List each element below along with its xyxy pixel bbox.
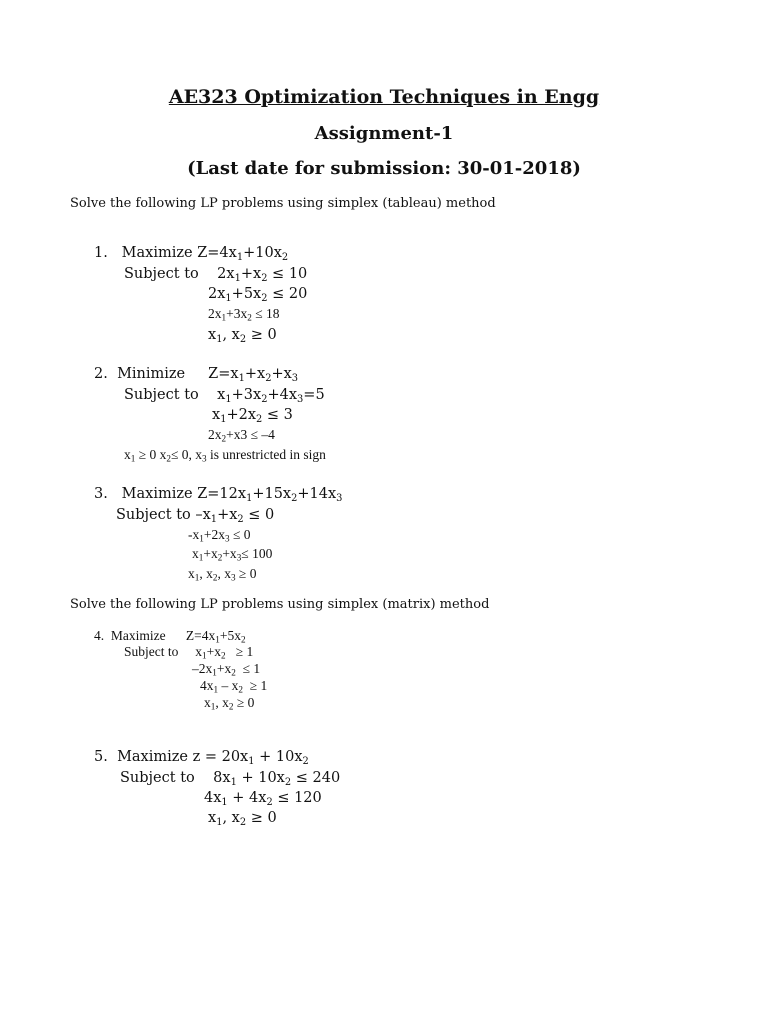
problem-objective: 2. Minimize $Z=x_1+x_2+x_3$ [94, 366, 299, 384]
problem-constraint: Subject to $2x_1+x_2 \le 10$ [124, 266, 308, 284]
problem-sign-condition: $x_1 \ge 0$ $x_2\le 0$, $x_3$ is unrestricted in sign [124, 447, 326, 464]
problem-constraint: Subject to $x_1+3x_2+4x_3=5$ [124, 387, 325, 405]
problem-constraint: Subject to $x_1+x_2 \ge 1$ [124, 644, 254, 661]
problem-constraint: $4x_1 + 4x_2 \le 120$ [204, 790, 322, 808]
problem-objective: 1. Maximize $Z=4x_1+10x_2$ [94, 245, 289, 263]
problem-constraint: $x_1$, $x_2 \ge 0$ [208, 327, 277, 345]
course-title: AE323 Optimization Techniques in Engg [168, 86, 600, 108]
problem-constraint: $2x_2+x3 \le -4$ [208, 427, 275, 444]
problem-objective: 5. Maximize $z = 20x_1 + 10x_2$ [94, 749, 309, 767]
deadline-text: (Last date for submission: 30-01-2018) [187, 158, 581, 179]
problem-constraint: $x_1+x_2+x_3\le 100$ [192, 546, 273, 563]
assignment-title: Assignment-1 [314, 123, 454, 144]
problem-constraint: $2x_1+5x_2 \le 20$ [208, 286, 308, 304]
problem-constraint: $4x_1 - x_2 \ge 1$ [200, 678, 268, 695]
problem-constraint: $x_1$, $x_2 \ge 0$ [204, 695, 255, 712]
matrix-instruction: Solve the following LP problems using simplex (matrix) method [70, 597, 490, 612]
problem-constraint: $-2x_1+x_2 \le 1$ [192, 661, 261, 678]
problem-constraint: $x_1$, $x_2$, $x_3 \ge 0$ [188, 566, 257, 583]
problem-objective: 4. Maximize $Z=4x_1+5x_2$ [94, 628, 246, 645]
tableau-instruction: Solve the following LP problems using simplex (tableau) method [70, 196, 496, 211]
problem-constraint: Subject to $8x_1 + 10x_2 \le 240$ [120, 770, 341, 788]
problem-constraint: $x_1+2x_2 \le 3$ [212, 407, 293, 425]
problem-constraint: $-x_1+2x_3 \le 0$ [188, 527, 251, 544]
problem-objective: 3. Maximize $Z=12x_1+15x_2+14x_3$ [94, 486, 343, 504]
problem-constraint: $x_1$, $x_2 \ge 0$ [208, 810, 277, 828]
problem-constraint: $2x_1+3x_2 \le 18$ [208, 306, 280, 323]
problem-constraint: Subject to $-x_1+x_2 \le 0$ [116, 507, 275, 525]
